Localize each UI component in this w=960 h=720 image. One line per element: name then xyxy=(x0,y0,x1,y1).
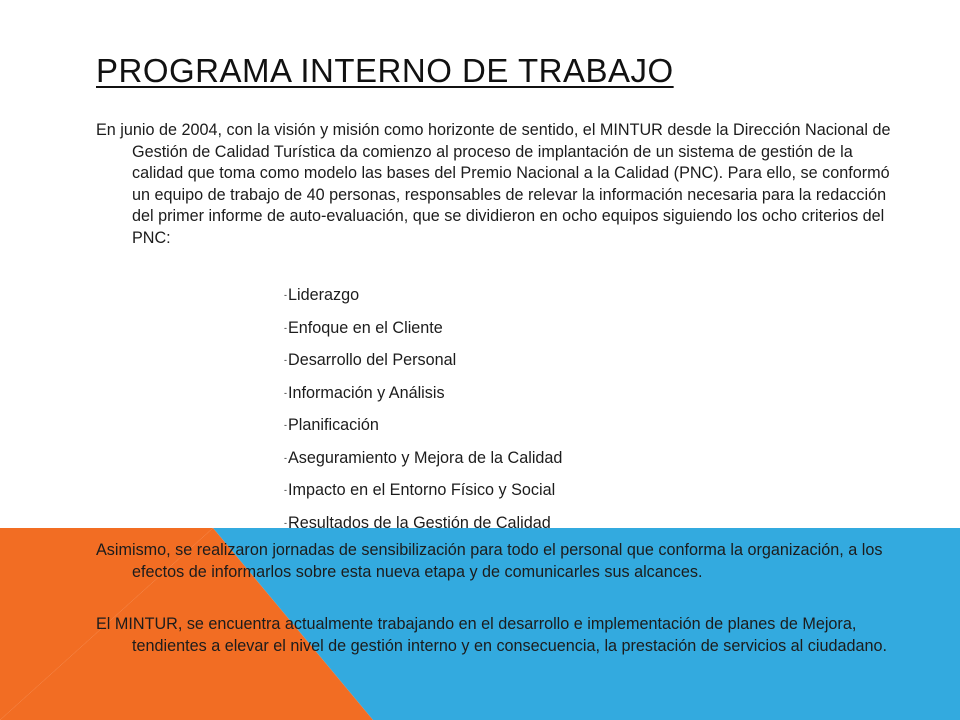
intro-paragraph: En junio de 2004, con la visión y misión como horizonte de sentido, el MINTUR desde la Dirección Nacional de Gestión de Calidad Turística da comienzo al proceso de implantación de un sistema de gestión de la calidad que toma como modelo las bases del Premio Nacional a la Calidad (PNC). Para ello, se conformó un equipo de trabajo de 40 personas, responsables de relevar la información necesaria para la redacción del primer informe de auto-evaluación, que se dividieron en ocho equipos siguiendo los ocho criterios del PNC: xyxy=(96,121,891,247)
pnc-criteria-list xyxy=(284,284,562,544)
criteria-item: -Aseguramiento y Mejora de la Calidad xyxy=(284,448,563,467)
dash-bullet: - xyxy=(284,387,287,398)
dash-bullet: - xyxy=(284,485,287,495)
dash-bullet: - xyxy=(284,420,287,430)
criteria-item: -Planificación xyxy=(284,416,379,434)
criteria-item: -Liderazgo xyxy=(284,286,360,304)
criteria-item: -Información y Análisis xyxy=(284,383,445,402)
dash-bullet: - xyxy=(284,355,287,365)
criteria-item: -Enfoque en el Cliente xyxy=(284,318,443,337)
sensibilizacion-paragraph: Asimismo, se realizaron jornadas de sensibilización para todo el personal que conforma la organización, a los efectos de informarlos sobre esta nueva etapa y de comunicarles sus alcances. xyxy=(96,541,883,581)
mejora-paragraph: El MINTUR, se encuentra actualmente trabajando en el desarrollo e implementación de planes de Mejora, tendientes a elevar el nivel de gestión interno y en consecuencia, la prestación de servicios al ciudadano. xyxy=(96,615,887,655)
criteria-item: -Impacto en el Entorno Físico y Social xyxy=(284,481,556,499)
dash-bullet: - xyxy=(284,322,287,333)
dash-bullet: - xyxy=(284,290,287,300)
dash-bullet: - xyxy=(284,517,287,528)
criteria-item: -Desarrollo del Personal xyxy=(284,351,457,369)
criteria-item: -Resultados de la Gestión de Calidad xyxy=(284,513,551,532)
slide-title: PROGRAMA INTERNO DE TRABAJO xyxy=(96,52,674,89)
dash-bullet: - xyxy=(284,452,287,463)
